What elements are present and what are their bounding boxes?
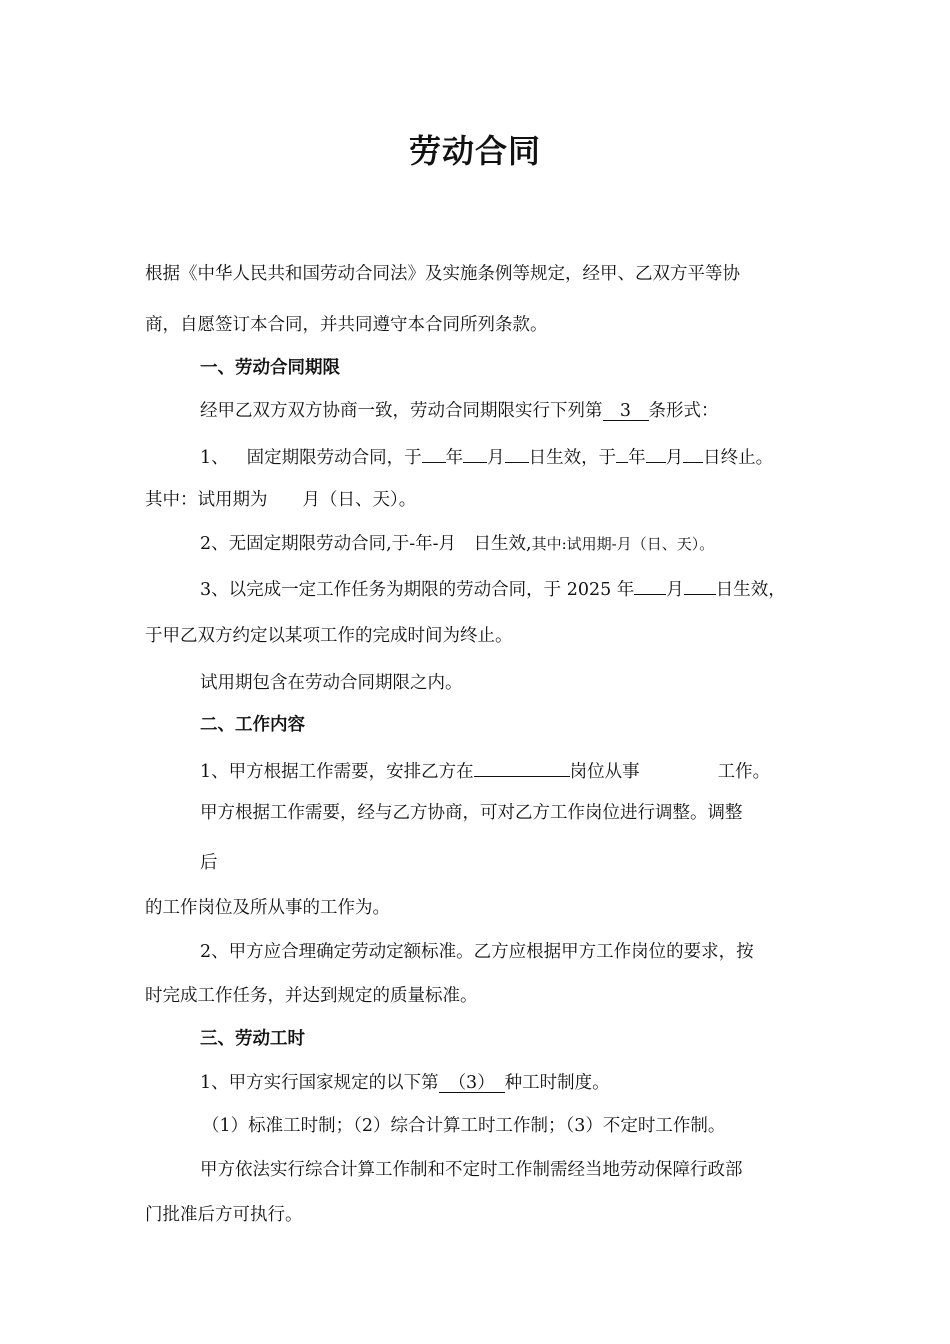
intro-line-2: 商，自愿签订本合同，并共同遵守本合同所列条款。 [145, 315, 548, 335]
end-month-label: 月 [665, 448, 684, 468]
fixed-term-text: 固定期限劳动合同，于 [246, 448, 422, 468]
intro-line-1: 根据《中华人民共和国劳动合同法》及实施条例等规定，经甲、乙双方平等协 [145, 264, 740, 284]
approval-note-line-1: 甲方依法实行综合计算工作制和不定时工作制需经当地劳动保障行政部 [200, 1160, 743, 1180]
end-year-label: 年 [628, 448, 646, 468]
end-year-blank [616, 444, 628, 463]
task-month-blank [634, 576, 666, 595]
open-ended-probation: 其中:试用期-月（日、天）。 [531, 535, 715, 553]
end-day-blank [683, 444, 703, 463]
hours-options: （1）标准工时制；（2）综合计算工时工作制；（3）不定时工作制。 [202, 1116, 726, 1136]
termination-label: 日终止。 [703, 448, 774, 468]
month-label: 月 [487, 448, 505, 468]
hours-system-suffix: 种工时制度。 [504, 1073, 610, 1093]
adjust-line-1: 甲方根据工作需要，经与乙方协商，可对乙方工作岗位进行调整。调整 [200, 803, 743, 823]
start-year-blank [422, 444, 446, 463]
position-blank [474, 758, 570, 777]
hours-system-line [200, 1071, 610, 1095]
task-based-line-2: 于甲乙双方约定以某项工作的完成时间为终止。 [145, 626, 513, 646]
position-label: 岗位从事 [569, 762, 640, 782]
approval-note-line-2: 门批准后方可执行。 [145, 1205, 303, 1225]
task-month-label: 月 [666, 580, 684, 600]
task-effective-label: 日生效， [715, 580, 786, 600]
end-month-blank [646, 444, 666, 463]
section-3-heading: 三、劳动工时 [200, 1029, 305, 1049]
document-title: 劳动合同 [408, 132, 541, 170]
quota-line-2: 时完成工作任务，并达到规定的质量标准。 [145, 986, 478, 1006]
term-form-line [200, 399, 719, 423]
position-text: 1、甲方根据工作需要，安排乙方在 [200, 762, 474, 782]
adjust-line-2: 后 [200, 853, 218, 873]
start-month-blank [463, 444, 487, 463]
probation-note: 试用期包含在劳动合同期限之内。 [200, 673, 463, 693]
quota-line-1: 2、甲方应合理确定劳动定额标准。乙方应根据甲方工作岗位的要求，按 [200, 942, 754, 962]
work-label: 工作。 [717, 762, 771, 782]
open-ended-line [200, 532, 714, 556]
task-based-line [200, 576, 786, 602]
section-2-heading: 二、工作内容 [200, 715, 305, 735]
year-label: 年 [445, 448, 464, 468]
task-day-blank [684, 576, 716, 595]
hours-system-value: （3） [439, 1074, 505, 1093]
adjust-line-3: 的工作岗位及所从事的工作为。 [145, 898, 390, 918]
section-1-heading: 一、劳动合同期限 [200, 358, 340, 378]
effective-label: 日生效，于 [528, 448, 617, 468]
position-line [200, 758, 770, 784]
fixed-term-line [200, 444, 773, 470]
fixed-term-number: 1、 [200, 448, 229, 468]
open-ended-text: 2、无固定期限劳动合同,于-年-月 日生效, [200, 534, 532, 554]
start-day-blank [505, 444, 529, 463]
term-form-suffix: 条形式： [648, 401, 719, 421]
probation-period-line: 其中：试用期为 月（日、天）。 [145, 490, 417, 510]
term-form-value: 3 [603, 402, 649, 421]
task-based-text: 3、以完成一定工作任务为期限的劳动合同，于 2025 年 [200, 580, 635, 600]
hours-system-text: 1、甲方实行国家规定的以下第 [200, 1073, 439, 1093]
term-form-text: 经甲乙双方双方协商一致，劳动合同期限实行下列第 [200, 401, 603, 421]
